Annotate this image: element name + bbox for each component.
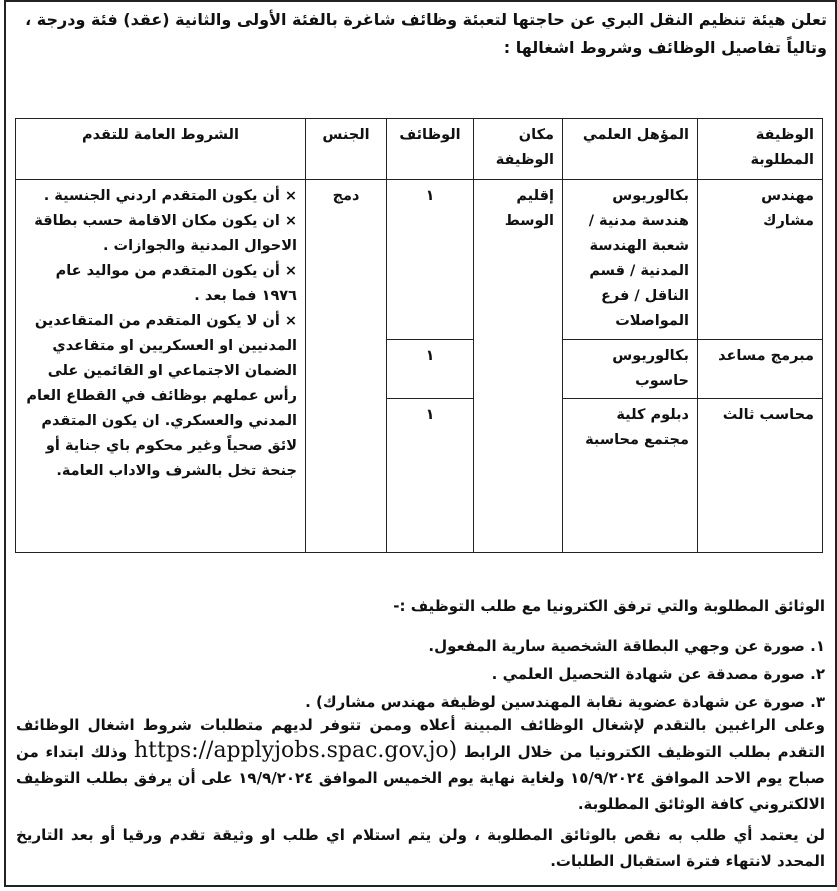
condition-item: × ان يكون مكان الاقامة حسب بطاقة الاحوال المدنية والجوازات . (34, 213, 297, 254)
cell-qualification: بكالوريوس هندسة مدنية / شعبة الهندسة المدنية / قسم الناقل / فرع المواصلات (563, 180, 698, 340)
header-qualification: المؤهل العلمي (563, 119, 698, 180)
cell-conditions (16, 180, 306, 553)
application-link[interactable]: https://applyjobs.spac.gov.jo) (133, 738, 458, 763)
cell-qualification: بكالوريوس حاسوب (563, 340, 698, 399)
cell-positions: ١ (387, 180, 474, 340)
cell-gender: دمج (306, 180, 387, 553)
condition-item: × أن يكون المتقدم اردني الجنسية . (43, 188, 297, 204)
notice-paragraph: لن يعتمد أي طلب به نقص بالوثائق المطلوبة ، ولن يتم استلام اي طلب او وثيقة تقدم ورقيا أو بعد التاريخ المحدد لانتهاء فترة استقبال الطلبات. (16, 826, 825, 870)
cell-job: مبرمج مساعد (698, 340, 823, 399)
document-item: ١. صورة عن وجهي البطاقة الشخصية سارية المفعول. (428, 637, 825, 655)
cell-positions: ١ (387, 340, 474, 399)
table-row (16, 180, 823, 340)
intro-line-1: تعلن هيئة تنظيم النقل البري عن حاجتها لتعبئة وظائف شاغرة بالفئة الأولى والثانية (عقد) فئة ودرجة ، (25, 10, 827, 29)
intro-paragraph (14, 6, 827, 62)
documents-title: الوثائق المطلوبة والتي ترفق الكترونيا مع طلب التوظيف :- (393, 597, 825, 615)
document-item: ٣. صورة عن شهادة عضوية نقابة المهندسين لوظيفة مهندس مشارك) . (305, 693, 825, 711)
condition-item: × أن يكون المتقدم من مواليد عام ١٩٧٦ فما بعد . (55, 263, 297, 304)
jobs-table (15, 118, 823, 553)
header-job: الوظيفة المطلوبة (698, 119, 823, 180)
announcement-page (4, 0, 837, 887)
application-text-2: وذلك ابتداء من صباح يوم الاحد الموافق ١٥/٩/٢٠٢٤ ولغاية نهاية يوم الخميس الموافق ١٩/٩/٢٠٢٤ على أن يرفق بطلب التوظيف الالكتروني كافة الوثائق المطلوبة. (16, 743, 826, 813)
header-gender: الجنس (306, 119, 387, 180)
intro-line-2: وتالياً تفاصيل الوظائف وشروط اشغالها : (503, 38, 827, 57)
header-conditions: الشروط العامة للتقدم (16, 119, 306, 180)
cell-qualification: دبلوم كلية مجتمع محاسبة (563, 399, 698, 553)
required-documents (16, 592, 825, 716)
condition-item: × أن لا يكون المتقدم من المتقاعدين المدنيين او العسكريين او متقاعدي الضمان الاجتماعي او القائمين على رأس عملهم بوظائف في القطاع العام المدني والعسكري. ان يكون المتقدم لائق صحياً وغير محكوم باي جناية أو جنحة تخل بالشرف والاداب العامة. (26, 313, 297, 479)
application-text-1: وعلى الراغبين بالتقدم لإشغال الوظائف المبينة أعلاه وممن تتوفر لديهم متطلبات شروط اشغال الوظائف التقدم بطلب التوظيف الكترونيا من خلال الرابط (16, 716, 825, 761)
application-paragraph (16, 712, 825, 817)
table-header-row (16, 119, 823, 180)
header-positions: الوظائف (387, 119, 474, 180)
cell-job: مهندس مشارك (698, 180, 823, 340)
document-item: ٢. صورة مصدقة عن شهادة التحصيل العلمي . (491, 665, 825, 683)
cell-location: إقليم الوسط (474, 180, 563, 553)
cell-positions: ١ (387, 399, 474, 553)
cell-job: محاسب ثالث (698, 399, 823, 553)
header-location: مكان الوظيفة (474, 119, 563, 180)
